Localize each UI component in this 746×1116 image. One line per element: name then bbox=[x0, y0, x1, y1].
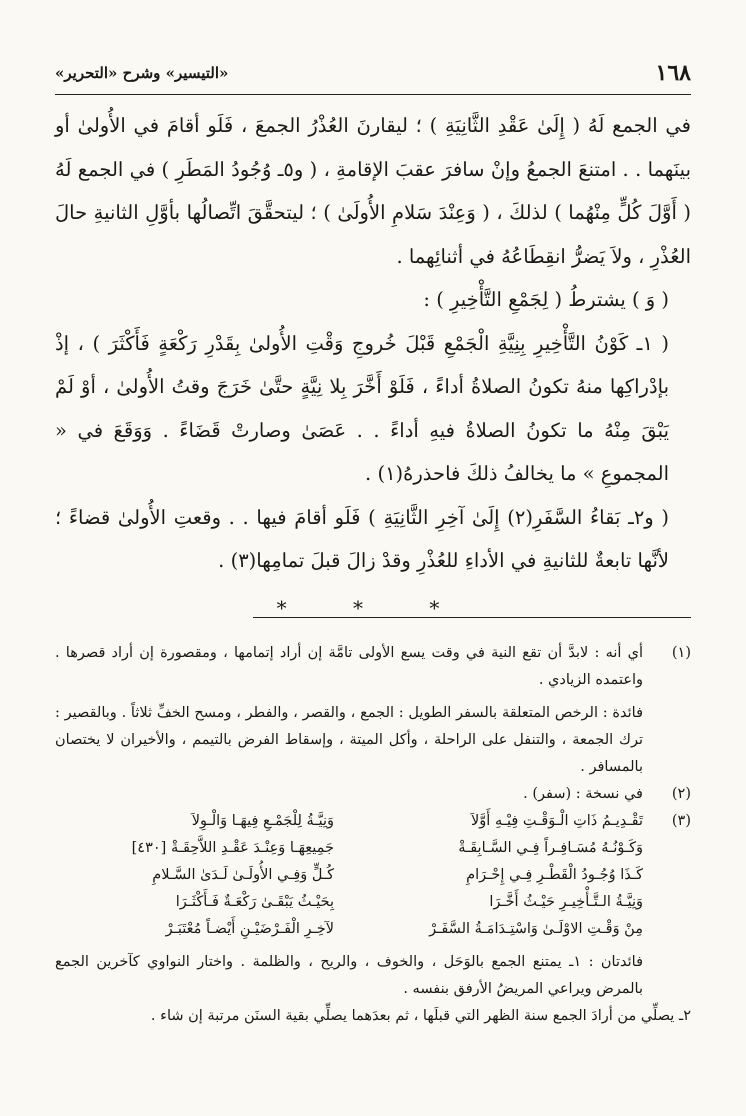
footnote-note: فائدتان : ١ـ يمتنع الجمع بالوَحَل ، والخوف ، والريح ، والظلمة . واختار النواوي كآخرين الجمع بالمرض ويراعي المريضُ الأرفق بنفسه . bbox=[55, 954, 643, 997]
paragraph-4: ( و٢ـ بَقاءُ السَّفَرِ(٢) إِلَىٰ آخِرِ الثَّانِيَةِ ) فَلَو أقامَ فيها . . وقعتِ الأُولىٰ قضاءً ؛ لأنَّها تابعةٌ للثانيةِ في الأداءِ للعُذْرِ وقدْ زالَ قبلَ تمامِها(٣) . bbox=[55, 505, 669, 572]
footnote-number: (١) bbox=[671, 645, 691, 661]
footnote-note: ٢ـ يصلِّي من أرادَ الجمع سنة الظهر التي قبلَها ، ثم بعدَهما يصلِّي بقية السنَن مرتبة إن شاء . bbox=[150, 1008, 691, 1024]
footnote-number: (٢) bbox=[671, 786, 691, 802]
footnote-rule bbox=[253, 617, 691, 618]
running-head bbox=[55, 60, 691, 94]
verse-row bbox=[55, 835, 643, 862]
footnote-number: (٣) bbox=[671, 813, 691, 829]
footnote-2 bbox=[55, 781, 691, 808]
verse-hemistich: كُـلٍّ وَفِـي الأُولَـىٰ لَـدَىٰ السَّـلامِ bbox=[152, 867, 334, 883]
book-title: «التيسير» وشرح «التحرير» bbox=[55, 64, 229, 82]
verse-row bbox=[55, 916, 643, 943]
footnotes bbox=[55, 640, 691, 1030]
footnote-text: أي أنه : لابدَّ أن تقع النية في وقت يسع الأولى تامَّة إن أراد إتمامها ، ومقصورة إن أراد قصرها . واعتمده الزيادي . bbox=[55, 645, 643, 688]
verse-hemistich: وَنِيَّـةُ الـتَّـأْخِيـرِ حَيْـثُ أَخَّـرَا bbox=[489, 894, 643, 910]
paragraph-1: في الجمع لَهُ ( إِلَىٰ عَقْدِ الثَّانِيَةِ ) ؛ ليقارنَ العُذْرُ الجمعَ ، فَلَو أقامَ في الأُولىٰ أو بينَهما . . امتنعَ الجمعُ وإنْ سافرَ عقبَ الإقامةِ ، ( و٥ـ وُجُودُ المَطَرِ ) في الجمع لَهُ ( أَوَّلَ كُلٍّ مِنْهُما ) لذلكَ ، ( وَعِنْدَ سَلامِ الأُولَىٰ ) ؛ ليتحقَّقَ اتِّصالُها بأوَّلِ الثانيةِ حالَ العُذْرِ ، ولاَ يَضرُّ انقِطَاعُهُ في أثنائِهما . bbox=[55, 114, 691, 268]
verse-hemistich bbox=[55, 835, 334, 862]
verse-hemistich: مِنْ وَقْـتِ الاوْلَـىٰ وَاسْتِـدَامَـةُ السَّفَـرْ bbox=[429, 921, 643, 937]
verse-hemistich: لآخِـرِ الْفَـرْضَيْـنِ أَيْضـاً مُعْتَبَـرْ bbox=[165, 921, 334, 937]
page-number: ١٦٨ bbox=[655, 60, 691, 86]
verse-text: جَمِيعِهَـا وَعِنْـدَ عَقْـدِ اللاَّحِقَـةْ bbox=[170, 840, 334, 856]
paragraph-3: ( ١ـ كَوْنُ التَّأْخِيرِ بِنِيَّةِ الْجَمْعِ قَبْلَ خُروجِ وَقْتِ الأُولىٰ بِقَدْرِ رَكْعَةٍ فَأَكْثَرَ ) ، إذْ بإدْراكِها منهُ تكونُ الصلاةُ أداءً ، فَلَوْ أَخَّرَ بِلا نِيَّةٍ حتَّىٰ خَرَجَ وقتُ الأُولىٰ ، أوْ لَمْ يَبْقَ مِنْهُ ما تكونُ الصلاةُ فيهِ أداءً . . عَصَىٰ وصارتْ قَضَاءً . وَوَقَعَ في « المجموعِ » ما يخالفُ ذلكَ فاحذرهُ(١) . bbox=[55, 331, 670, 485]
verse-hemistich: وَنِيَّـةُ لِلْجَمْـعِ فِيهَـا وَالْـوِلاَ bbox=[191, 813, 334, 829]
verse-hemistich: بِحَيْـثُ يَبْقَـىٰ رَكْعَـةٌ فَـأَكْثَـرَا bbox=[175, 894, 334, 910]
verse-reference: [٤٣٠] bbox=[131, 840, 167, 856]
verse-row bbox=[55, 808, 643, 835]
verse-hemistich: وَكَـوْنُـهُ مُسَـافِـراً فِـي السَّـابِقَـةْ bbox=[458, 840, 643, 856]
section-separator: * * * bbox=[276, 595, 470, 620]
paragraph-2: ( وَ ) يشترطُ ( لِجَمْعِ التَّأْخِيرِ ) : bbox=[423, 288, 669, 311]
footnote-1 bbox=[55, 640, 691, 781]
header-rule bbox=[55, 94, 691, 95]
footnote-text: في نسخة : (سفر) . bbox=[523, 786, 643, 802]
verse-row bbox=[55, 889, 643, 916]
footnote-note: فائدة : الرخص المتعلقة بالسفر الطويل : الجمع ، والقصر ، والفطر ، ومسح الخفِّ ثلاثاً . وبالقصير : ترك الجمعة ، والتنفل على الراحلة ، وأكل الميتة ، وإسقاط الفرض بالتيمم ، والأخيران لا يختصان بالمسافر . bbox=[55, 705, 643, 775]
verse-hemistich: كَـذَا وُجُـودُ الْقَطْـرِ فِـي إِحْـرَامِ bbox=[466, 867, 643, 883]
verse-hemistich: تَقْـدِيـمُ ذَاتِ الْـوَقْـتِ فِيْـهِ أَوَّلاَ bbox=[471, 813, 643, 829]
verse-row bbox=[55, 862, 643, 889]
footnote-3 bbox=[55, 808, 691, 1003]
main-text bbox=[55, 104, 691, 630]
